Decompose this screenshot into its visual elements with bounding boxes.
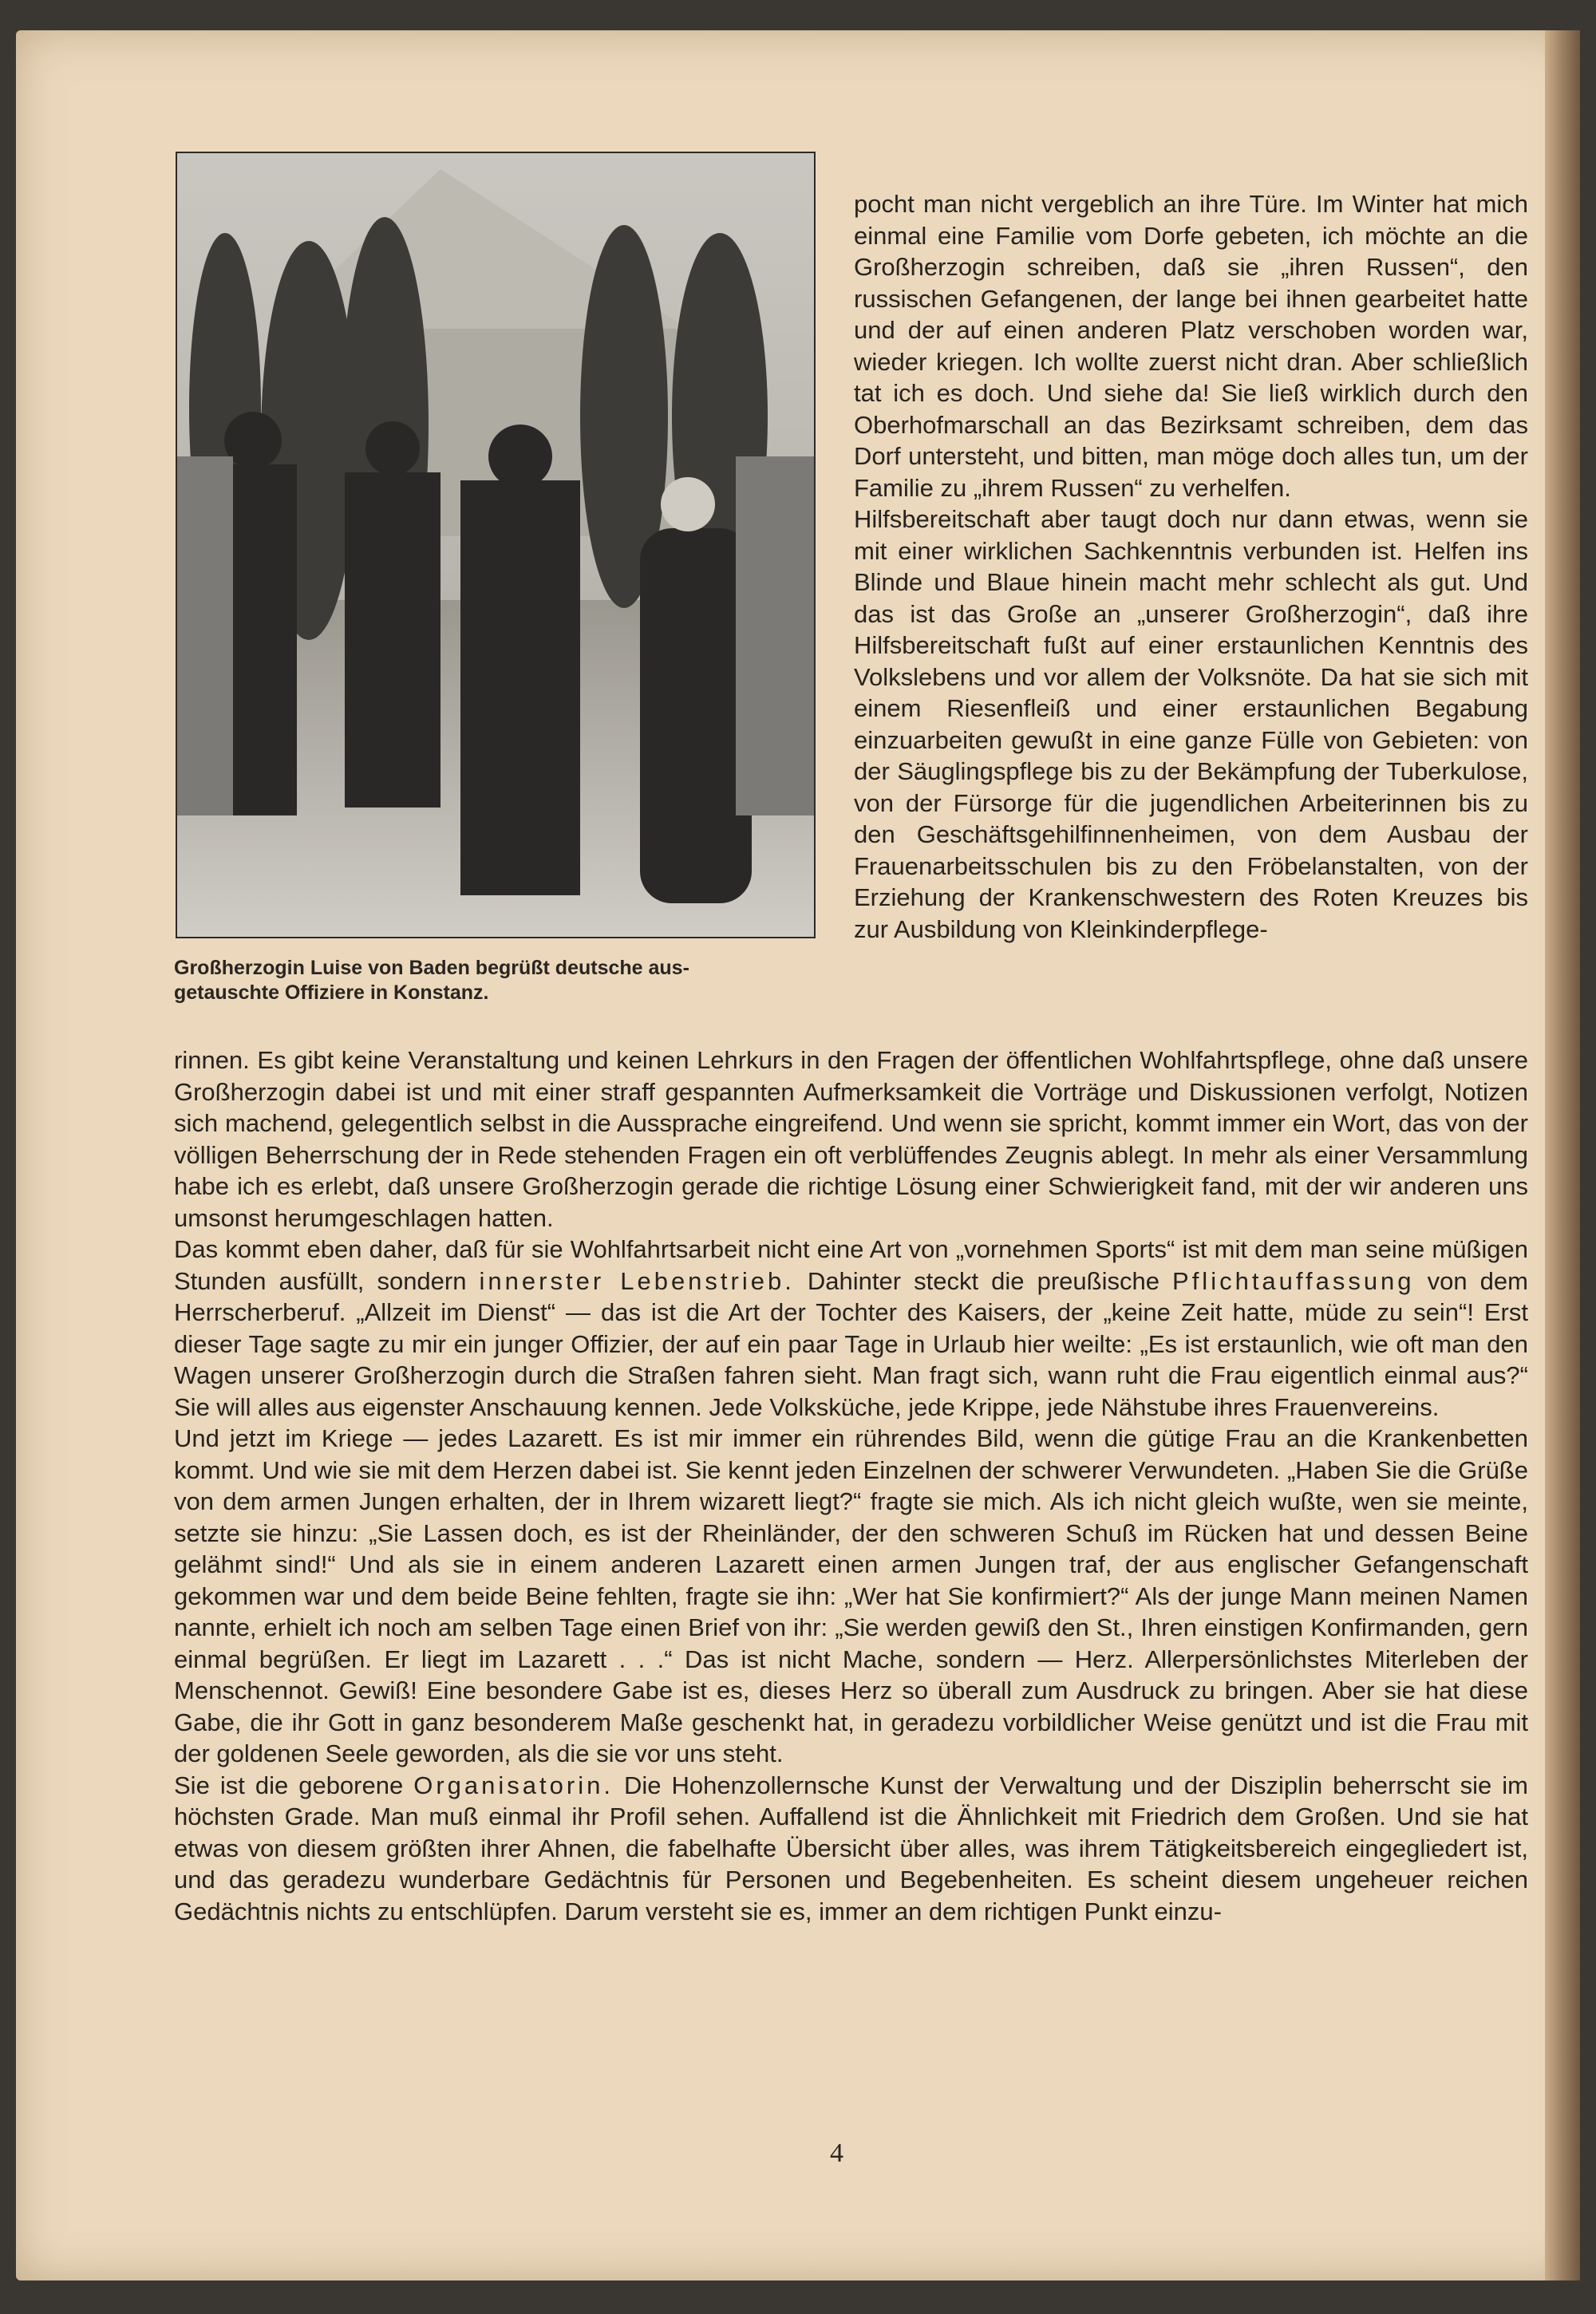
emphasized-text: Pflichtauffassung: [1172, 1266, 1415, 1295]
paragraph: [174, 1770, 1528, 1928]
paragraph: Und jetzt im Kriege — jedes Lazarett. Es ist mir immer ein rührendes Bild, wenn die gütige Frau an die Krankenbetten kommt. Und wie sie mit dem Herzen dabei ist. Sie kennt jeden Einzelnen der schwerer Verwundeten. „Haben Sie die Grüße von dem armen Jungen erhalten, der in Ihrem wizarett liegt?“ fragte sie mich. Als ich nicht gleich wußte, wen sie meinte, setzte sie hinzu: „Sie Lassen doch, es ist der Rheinländer, der den schweren Schuß im Rücken hat und dessen Beine gelähmt sind!“ Und als sie in einem anderen Lazarett einen armen Jungen traf, der aus englischer Gefangenschaft gekommen war und dem beide Beine fehlten, fragte sie ihn: „Wer hat Sie konfirmiert?“ Als der junge Mann meinen Namen nannte, erhielt ich noch am selben Tage einen Brief von ihr: „Sie werden gewiß den St., Ihren einstigen Konfirmanden, gern einmal begrüßen. Er liegt im Lazarett . . .“ Das ist nicht Mache, sondern — Herz. Allerpersönlichstes Miterleben der Menschennot. Gewiß! Eine besondere Gabe ist es, dieses Herz so überall zum Ausdruck zu bringen. Aber sie hat diese Gabe, die ihr Gott in ganz besonderem Maße geschenkt hat, in geradezu vorbildlicher Weise genützt und ist die Frau mit der goldenen Seele geworden, als die sie vor uns steht.: [174, 1424, 1528, 1767]
page-number: 4: [830, 2138, 843, 2168]
book-page: [16, 30, 1580, 2280]
photo-caption: [174, 956, 852, 1005]
emphasized-text: Organisatorin.: [413, 1771, 614, 1799]
paragraph: Hilfsbereitschaft aber taugt doch nur dann etwas, wenn sie mit einer wirklichen Sachkenntnis verbunden ist. Helfen ins Blinde und Blaue hinein macht mehr schlecht als gut. Und das ist das Große an „unserer Großherzogin“, daß ihre Hilfsbereitschaft fußt auf einer erstaunlichen Kenntnis des Volkslebens und vor allem der Volksnöte. Da hat sie sich mit einem Riesenfleiß und einer erstaunlichen Begabung einzuarbeiten gewußt in eine ganze Fülle von Gebieten: von der Säuglingspflege bis zu der Bekämpfung der Tuberkulose, von der Fürsorge für die jugendlichen Arbeiterinnen bis zu den Geschäftsgehilfinnenheimen, von dem Ausbau der Frauenarbeitsschulen bis zu den Fröbelanstalten, von der Erziehung der Krankenschwestern des Roten Kreuzes bis zur Ausbildung von Kleinkinderpflege-: [854, 505, 1528, 943]
full-width-column: [174, 1044, 1528, 1927]
book-spine: [1545, 30, 1580, 2280]
text-run: Sie ist die geborene: [174, 1771, 404, 1799]
text-run: von dem Herrscherberuf. „Allzeit im Dienst“ — das ist die Art der Tochter des Kaisers, der „keine Zeit hatte, müde zu sein“! Erst dieser Tage sagte zu mir ein junger Offizier, der auf ein paar Tage in Urlaub hier weilte: „Es ist erstaunlich, wie oft man den Wagen unserer Großherzogin durch die Straßen fahren sieht. Man fragt sich, wann ruht die Frau eigentlich einmal aus?“ Sie will alles aus eigenster Anschauung kennen. Jede Volksküche, jede Krippe, jede Nähstube ihres Frauenvereins.: [174, 1266, 1528, 1421]
emphasized-text: innerster Lebenstrieb.: [479, 1266, 795, 1295]
paragraph: rinnen. Es gibt keine Veranstaltung und keinen Lehrkurs in den Fragen der öffentlichen Wohlfahrtspflege, ohne daß unsere Großherzogin dabei ist und mit einer straff gespannten Aufmerksamkeit die Vorträge und Diskussionen verfolgt, Notizen sich machend, gelegentlich selbst in die Aussprache eingreifend. Und wenn sie spricht, kommt immer ein Wort, das von der völligen Beherrschung der in Rede stehenden Fragen ein oft verblüffendes Zeugnis ablegt. In mehr als einer Versammlung habe ich es erlebt, daß unsere Großherzogin gerade die richtige Lösung einer Schwierigkeit fand, mit der wir anderen uns umsonst herumgeschlagen hatten.: [174, 1046, 1528, 1232]
photo-illustration: [177, 153, 814, 937]
caption-line: getauschte Offiziere in Konstanz.: [174, 981, 489, 1004]
caption-line: Großherzogin Luise von Baden begrüßt deutsche aus-: [174, 957, 689, 979]
text-run: Das kommt eben daher, daß für sie Wohlfahrtsarbeit nicht eine Art von „vornehmen Sports“ ist mit dem man seine müßigen Stunden ausfüllt, sondern: [174, 1235, 1528, 1295]
photograph: [176, 152, 816, 938]
text-run: Die Hohenzollernsche Kunst der Verwaltung und der Disziplin beherrscht sie im höchsten Grade. Man muß einmal ihr Profil sehen. Auffallend ist die Ähnlichkeit mit Friedrich dem Großen. Und sie hat etwas von diesem größten ihrer Ahnen, die fabelhafte Übersicht über alles, was ihrem Tätigkeitsbereich eingegliedert ist, und das geradezu wunderbare Gedächtnis für Personen und Begebenheiten. Es scheint diesem ungeheuer reichen Gedächtnis nichts zu entschlüpfen. Darum versteht sie es, immer an dem richtigen Punkt einzu-: [174, 1771, 1528, 1925]
text-run: Dahinter steckt die preußische: [807, 1266, 1159, 1295]
right-column: [854, 188, 1528, 945]
paragraph: [174, 1234, 1528, 1423]
paragraph: pocht man nicht vergeblich an ihre Türe. Im Winter hat mich einmal eine Familie vom Dorfe gebeten, ich möchte an die Großherzogin schreiben, daß sie „ihren Russen“, den russischen Gefangenen, der lange bei ihnen gearbeitet hatte und der auf einen anderen Platz verschoben worden war, wieder kriegen. Ich wollte zuerst nicht dran. Aber schließlich tat ich es doch. Und siehe da! Sie ließ wirklich durch den Oberhofmarschall an das Bezirksamt schreiben, dem das Dorf untersteht, und bitten, man möge doch alles tun, um der Familie zu „ihrem Russen“ zu verhelfen.: [854, 190, 1528, 502]
